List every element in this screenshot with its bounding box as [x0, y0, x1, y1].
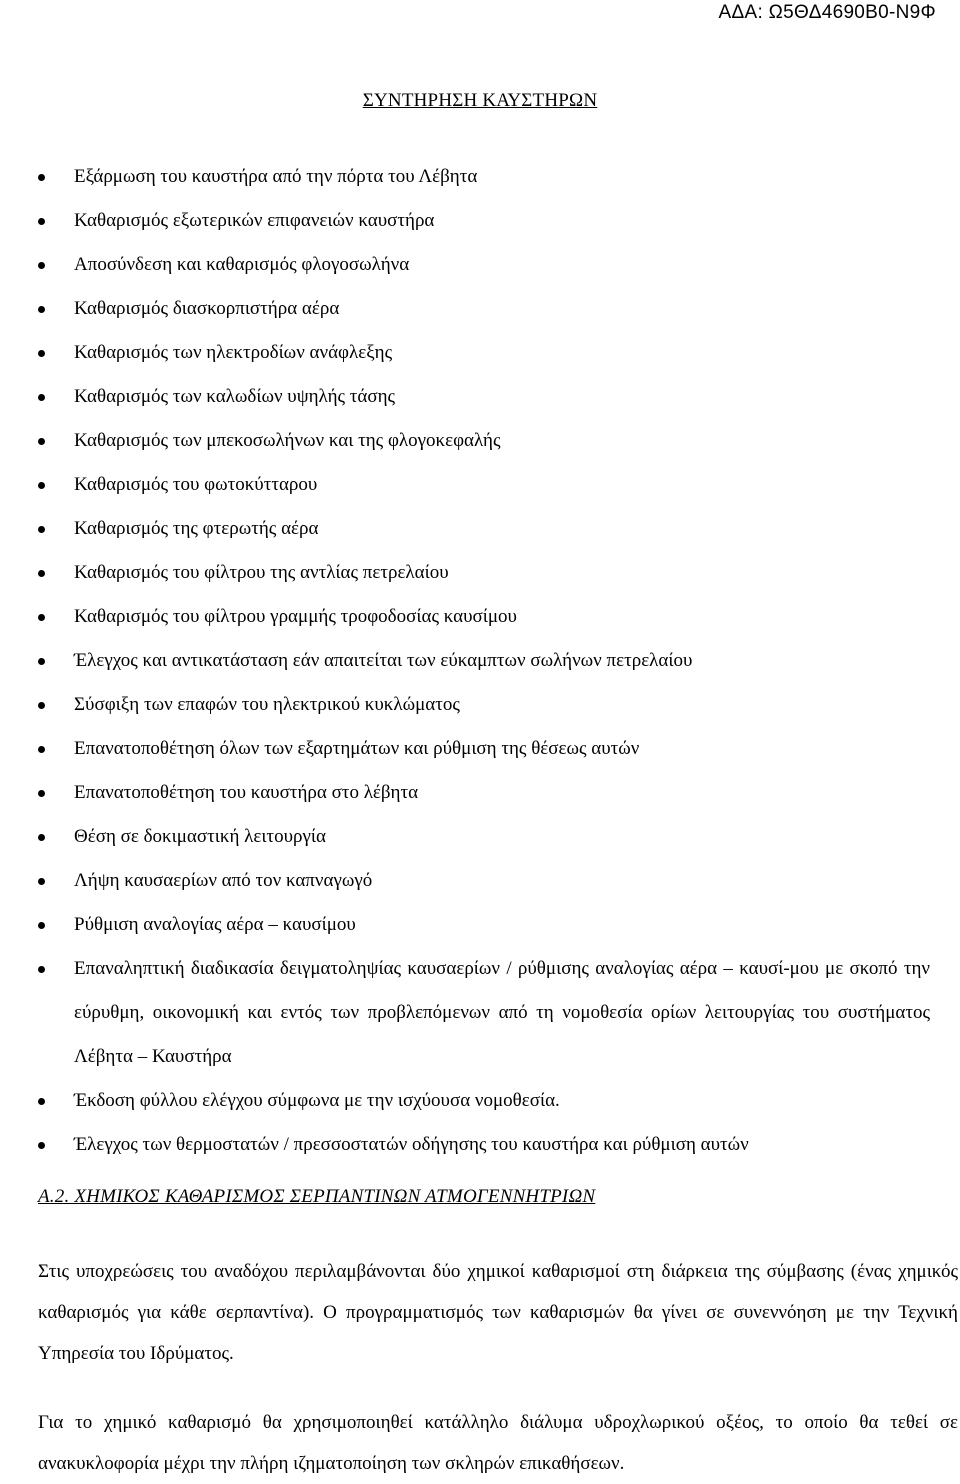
list-item: Καθαρισμός του φίλτρου γραμμής τροφοδοσίας καυσίμου [0, 595, 960, 639]
bullet-icon [38, 306, 45, 313]
maintenance-task-list [0, 155, 960, 1167]
bullet-icon [38, 394, 45, 401]
list-item: Έλεγχος και αντικατάσταση εάν απαιτείται των εύκαμπτων σωλήνων πετρελαίου [0, 639, 960, 683]
bullet-icon [38, 174, 45, 181]
bullet-icon [38, 702, 45, 709]
list-item: Εξάρμωση του καυστήρα από την πόρτα του Λέβητα [0, 155, 960, 199]
bullet-icon [38, 790, 45, 797]
section-title: ΣΥΝΤΗΡΗΣΗ ΚΑΥΣΤΗΡΩΝ [362, 90, 598, 111]
bullet-icon [38, 1098, 45, 1105]
list-item: Σύσφιξη των επαφών του ηλεκτρικού κυκλώματος [0, 683, 960, 727]
bullet-icon [38, 878, 45, 885]
list-item: Λήψη καυσαερίων από τον καπναγωγό [0, 859, 960, 903]
list-item: Καθαρισμός εξωτερικών επιφανειών καυστήρα [0, 199, 960, 243]
list-item: Θέση σε δοκιμαστική λειτουργία [0, 815, 960, 859]
list-item: Καθαρισμός των ηλεκτροδίων ανάφλεξης [0, 331, 960, 375]
list-item: Καθαρισμός της φτερωτής αέρα [0, 507, 960, 551]
subsection-title: Α.2. ΧΗΜΙΚΟΣ ΚΑΘΑΡΙΣΜΟΣ ΣΕΡΠΑΝΤΙΝΩΝ ΑΤΜΟΓΕΝΝΗΤΡΙΩΝ [38, 1186, 596, 1207]
list-item: Καθαρισμός των καλωδίων υψηλής τάσης [0, 375, 960, 419]
list-item: Καθαρισμός του φωτοκύτταρου [0, 463, 960, 507]
bullet-icon [38, 350, 45, 357]
bullet-icon [38, 526, 45, 533]
list-item: Ρύθμιση αναλογίας αέρα – καυσίμου [0, 903, 960, 947]
list-item: Έλεγχος των θερμοστατών / πρεσσοστατών οδήγησης του καυστήρα και ρύθμιση αυτών [0, 1123, 960, 1167]
list-item: Καθαρισμός διασκορπιστήρα αέρα [0, 287, 960, 331]
bullet-icon [38, 262, 45, 269]
paragraph-obligations: Στις υποχρεώσεις του αναδόχου περιλαμβάνονται δύο χημικοί καθαρισμοί στη διάρκεια της σύμβασης (ένας χημικός καθαρισμός για κάθε σερπαντίνα). Ο προγραμματισμός των καθαρισμών θα γίνει σε συνεννόηση με την Τεχνική Υπηρεσία του Ιδρύματος. [38, 1261, 958, 1364]
list-item: Επανατοποθέτηση όλων των εξαρτημάτων και ρύθμιση της θέσεως αυτών [0, 727, 960, 771]
bullet-icon [38, 746, 45, 753]
list-item: Αποσύνδεση και καθαρισμός φλογοσωλήνα [0, 243, 960, 287]
bullet-icon [38, 482, 45, 489]
paragraph-chemical-cleaning: Για το χημικό καθαρισμό θα χρησιμοποιηθεί κατάλληλο διάλυμα υδροχλωρικού οξέος, το οποίο θα τεθεί σε ανακυκλοφορία μέχρι την πλήρη ιζηματοποίηση των σκληρών επικαθήσεων. [38, 1412, 958, 1474]
list-item: Καθαρισμός των μπεκοσωλήνων και της φλογοκεφαλής [0, 419, 960, 463]
bullet-icon [38, 658, 45, 665]
bullet-icon [38, 922, 45, 929]
list-item: Επανατοποθέτηση του καυστήρα στο λέβητα [0, 771, 960, 815]
list-item: Έκδοση φύλλου ελέγχου σύμφωνα με την ισχύουσα νομοθεσία. [0, 1079, 960, 1123]
bullet-icon [38, 438, 45, 445]
bullet-icon [38, 570, 45, 577]
bullet-icon [38, 966, 45, 973]
bullet-icon [38, 218, 45, 225]
bullet-icon [38, 834, 45, 841]
list-item: Επαναληπτική διαδικασία δειγματοληψίας καυσαερίων / ρύθμισης αναλογίας αέρα – καυσί-μου με σκοπό την εύρυθμη, οικονομική και εντός των προβλεπόμενων από τη νομοθεσία ορίων λειτουργίας του συστήματος Λέβητα – Καυστήρα [0, 947, 960, 1079]
list-item: Καθαρισμός του φίλτρου της αντλίας πετρελαίου [0, 551, 960, 595]
document-code: ΑΔΑ: Ω5ΘΔ4690Β0-Ν9Φ [718, 2, 936, 23]
bullet-icon [38, 614, 45, 621]
bullet-icon [38, 1142, 45, 1149]
